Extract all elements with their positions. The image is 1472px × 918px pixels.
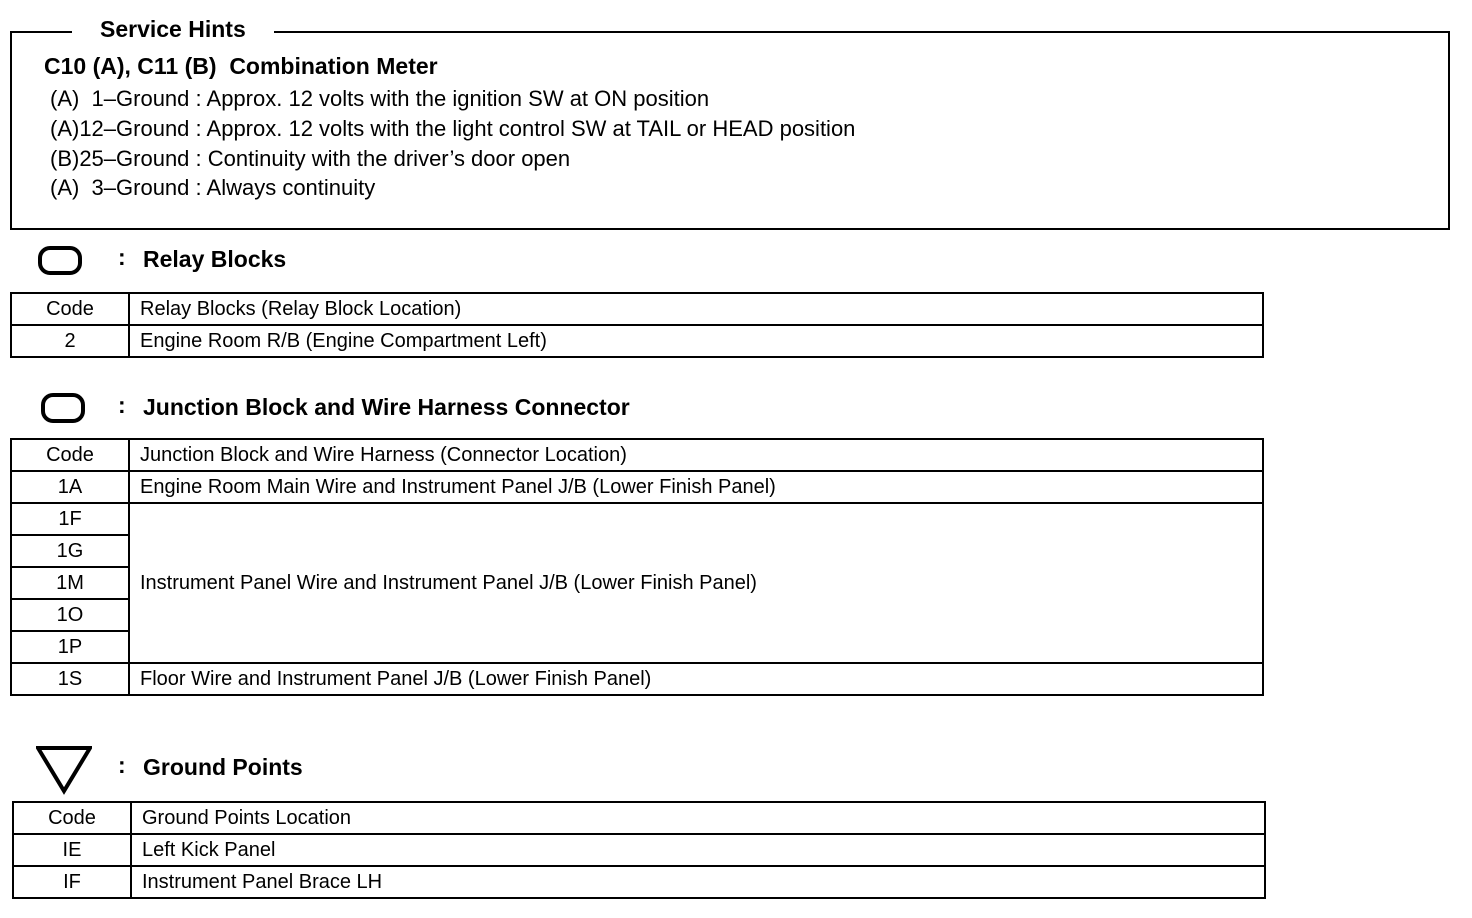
code-cell: 1S xyxy=(11,663,129,695)
service-hint-line: (A)12–Ground : Approx. 12 volts with the light control SW at TAIL or HEAD position xyxy=(50,116,856,141)
code-cell: 1G xyxy=(11,535,129,567)
inverted-triangle-icon xyxy=(36,745,92,795)
desc-header: Relay Blocks (Relay Block Location) xyxy=(129,293,1263,325)
table-row xyxy=(13,866,1265,898)
desc-cell: Engine Room R/B (Engine Compartment Left) xyxy=(129,325,1263,357)
desc-header: Junction Block and Wire Harness (Connector Location) xyxy=(129,439,1263,471)
service-hint-line: (B)25–Ground : Continuity with the driver’s door open xyxy=(50,146,571,171)
code-cell: 1F xyxy=(11,503,129,535)
table-header-row xyxy=(13,802,1265,834)
code-cell: 1O xyxy=(11,599,129,631)
code-header: Code xyxy=(13,802,131,834)
section-title: Relay Blocks xyxy=(143,246,287,272)
merged-desc-cell: Instrument Panel Wire and Instrument Panel J/B (Lower Finish Panel) xyxy=(129,503,1263,663)
code-header: Code xyxy=(11,293,129,325)
desc-cell: Left Kick Panel xyxy=(131,834,1265,866)
table-row xyxy=(11,663,1263,695)
junction-block-table xyxy=(10,438,1264,696)
section-title: Ground Points xyxy=(143,754,303,780)
table-header-row xyxy=(11,439,1263,471)
service-hints-title: Service Hints xyxy=(72,15,274,43)
code-cell: 1P xyxy=(11,631,129,663)
rounded-rectangle-icon xyxy=(41,393,85,423)
desc-header: Ground Points Location xyxy=(131,802,1265,834)
desc-cell: Engine Room Main Wire and Instrument Panel J/B (Lower Finish Panel) xyxy=(129,471,1263,503)
code-cell: 1A xyxy=(11,471,129,503)
section-colon: : xyxy=(118,392,126,418)
code-cell: 1M xyxy=(11,567,129,599)
table-row xyxy=(11,471,1263,503)
service-hint-line: (A) 3–Ground : Always continuity xyxy=(50,175,376,200)
section-title: Junction Block and Wire Harness Connector xyxy=(143,394,630,420)
relay-blocks-table xyxy=(10,292,1264,358)
section-colon: : xyxy=(118,244,126,270)
table-header-row xyxy=(11,293,1263,325)
service-hint-line: (A) 1–Ground : Approx. 12 volts with the ignition SW at ON position xyxy=(50,86,710,111)
service-hints-heading: C10 (A), C11 (B) Combination Meter xyxy=(44,53,438,79)
table-row xyxy=(13,834,1265,866)
code-header: Code xyxy=(11,439,129,471)
code-cell: IF xyxy=(13,866,131,898)
ground-points-table xyxy=(12,801,1266,899)
code-cell: 2 xyxy=(11,325,129,357)
section-colon: : xyxy=(118,752,126,778)
rounded-rectangle-icon xyxy=(38,246,82,275)
table-row xyxy=(11,503,1263,535)
desc-cell: Instrument Panel Brace LH xyxy=(131,866,1265,898)
code-cell: IE xyxy=(13,834,131,866)
desc-cell: Floor Wire and Instrument Panel J/B (Lower Finish Panel) xyxy=(129,663,1263,695)
table-row xyxy=(11,325,1263,357)
